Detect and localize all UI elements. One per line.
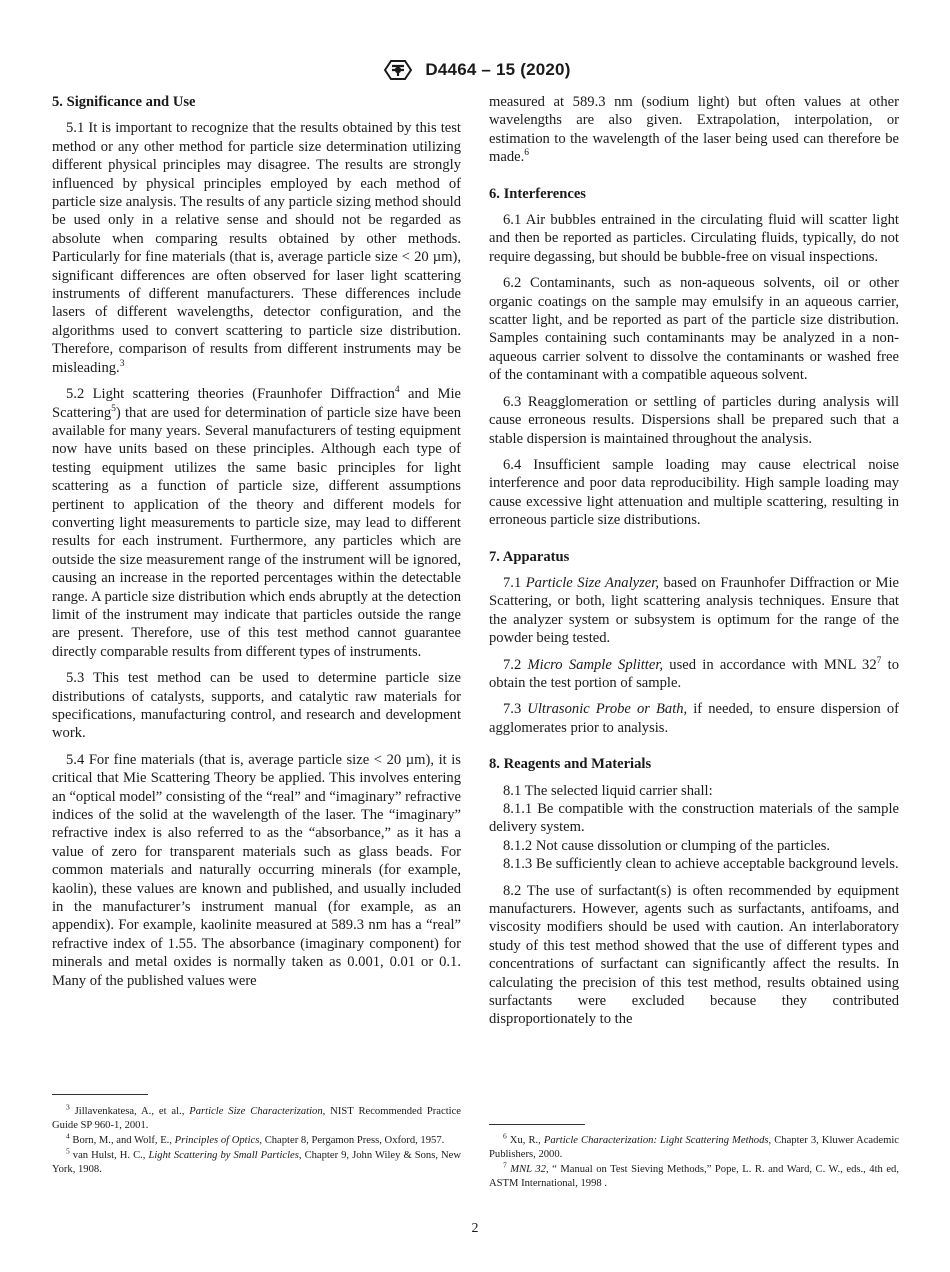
- paragraph-5-2-text-b: and Mie Scattering: [52, 386, 461, 421]
- footnote-6-title: Particle Characterization: Light Scattering Methods: [543, 1135, 769, 1146]
- paragraph-5-3: 5.3 This test method can be used to determine particle size distributions of catalysts, supports, and catalytic raw materials for specifications, manufacturing control, and research and development work.: [52, 670, 461, 742]
- footnote-5-number: 5: [66, 1146, 70, 1156]
- footnote-3-title: Particle Size Characterization: [189, 1106, 323, 1117]
- footnote-7-number: 7: [503, 1160, 507, 1170]
- paragraph-8-1-3: 8.1.3 Be sufficiently clean to achieve acceptable background levels.: [503, 856, 899, 873]
- footnote-6-details: , Chapter 3, Kluwer Academic Publishers, 2000.: [489, 1135, 899, 1160]
- paragraph-8-1-1: 8.1.1 Be compatible with the construction materials of the sample delivery system.: [489, 801, 899, 836]
- footnote-3-authors: Jillavenkatesa, A., et al.,: [69, 1106, 190, 1117]
- paragraph-5-4-continued-text: measured at 589.3 nm (sodium light) but often values at other wavelengths are also given. Extrapolation, interpolation, or estimation to the wavelength of the laser being used can therefore be made.: [489, 94, 899, 166]
- footnote-ref-4[interactable]: 4: [394, 385, 400, 396]
- paragraph-7-2-text: used in accordance with MNL 32: [663, 656, 877, 673]
- footnote-5-details: , Chapter 9, John Wiley & Sons, New York, 1908.: [52, 1150, 462, 1175]
- footnote-ref-6[interactable]: 6: [524, 148, 530, 159]
- footnote-3-number: 3: [66, 1102, 70, 1112]
- section-title-apparatus: 7. Apparatus: [489, 548, 570, 565]
- footnote-7-title: MNL 32: [510, 1164, 546, 1175]
- paragraph-6-2: 6.2 Contaminants, such as non-aqueous solvents, oil or other organic coatings on the sample may emulsify in an aqueous carrier, scatter light, and be reported as part of the particle size distribution. Samples containing such contaminants may be analyzed in a non-aqueous carrier solvent to dissolve the contaminants or washed free of the contaminant with a compatible aqueous solvent.: [489, 275, 899, 384]
- footnote-3-details: , NIST Recommended Practice Guide SP 960-1, 2001.: [52, 1106, 462, 1131]
- paragraph-5-2-text-c: ) that are used for determination of particle size have been available for many years. Several manufacturers of testing equipment now have units based on these principles. Although each type of testing equipment utilizes the same basic principles for light scattering as a function of particle size, different assumptions pertinent to application of the theory and different models for converting light measurements to particle size, may lead to different results for each instrument. Furthermore, any particles which are outside the size measurement range of the instrument will be ignored, causing an increase in the reported percentages within the detectable range. A particle size distribution which ends abruptly at the detection limit of the instrument may indicate that particles outside the range are present. Therefore, use of this test method cannot guarantee directly comparable results from different types of instruments.: [52, 404, 461, 660]
- paragraph-8-1: 8.1 The selected liquid carrier shall:: [503, 782, 713, 799]
- section-title-interferences: 6. Interferences: [489, 185, 586, 202]
- footnote-4-details: , Chapter 8, Pergamon Press, Oxford, 1957.: [259, 1135, 445, 1146]
- paragraph-6-4: 6.4 Insufficient sample loading may cause electrical noise interference and poor data reproducibility. High sample loading may cause excessive light attenuation and multiple scattering, resulting in erroneous particle size distributions.: [489, 456, 899, 529]
- paragraph-7-3-text: if needed, to ensure dispersion of agglomerates prior to analysis.: [489, 701, 899, 736]
- paragraph-5-2: [52, 385, 461, 661]
- paragraph-7-3-number: 7.3: [503, 701, 528, 718]
- paragraph-7-2-term: Micro Sample Splitter,: [527, 656, 664, 673]
- paragraph-8-2: 8.2 The use of surfactant(s) is often recommended by equipment manufacturers. However, agents such as surfactants, antifoams, and viscosity modifiers should be used with caution. An interlaboratory study of this test method showed that the use of different types and concentrations of surfactant can significantly affect the results. In calculating the precision of this test method, results obtained using surfactants were excluded because they contributed disproportionately to the: [489, 882, 899, 1028]
- paragraph-7-1-text: based on Fraunhofer Diffraction or Mie Scattering, or both, light scattering analysis techniques. Ensure that the analyzer system or subsystem is optimum for the range of the powder being tested.: [489, 574, 899, 647]
- footnote-4-number: 4: [66, 1131, 70, 1141]
- paragraph-7-1-term: Particle Size Analyzer,: [525, 574, 659, 591]
- footnote-4-authors: Born, M., and Wolf, E.,: [69, 1135, 175, 1146]
- paragraph-7-1-number: 7.1: [503, 574, 526, 591]
- right-column: [489, 93, 899, 1029]
- footnotes-left: [52, 1102, 462, 1178]
- footnote-5-authors: van Hulst, H. C.,: [69, 1150, 149, 1161]
- paragraph-7-1: [489, 574, 899, 648]
- paragraph-5-4: 5.4 For fine materials (that is, average particle size < 20 µm), it is critical that Mie Scattering Theory be applied. This involves entering an “optical model” consisting of the “real” and “imaginary” refractive indices of the solid at the wavelength of the laser. The “imaginary” refractive index is also referred to as the “absorbance,” as it has a value of zero for transparent materials such as glass beads. For common materials and naturally occurring minerals (for example, kaolin), these values are known and published, and usually included in the manufacturer’s instrument manual (for example, as an appendix). For example, kaolinite measured at 589.3 nm has a “real” refractive index of 1.55. The absorbance (imaginary component) for minerals and metal oxides is normally taken as 0.001, 0.01 or 0.1. Many of the published values were: [52, 751, 461, 989]
- footnote-7: [489, 1160, 899, 1191]
- paragraph-5-2-text-a: 5.2 Light scattering theories (Fraunhofer Diffraction: [66, 386, 395, 403]
- page-header: [0, 58, 950, 82]
- paragraph-7-2: [489, 656, 899, 693]
- footnote-3: [52, 1102, 462, 1133]
- footnote-7-details: , “ Manual on Test Sieving Methods,” Pope, L. R. and Ward, C. W., eds., 4th ed, ASTM International, 1998 .: [489, 1164, 899, 1189]
- footnote-6: [489, 1131, 899, 1162]
- footnote-6-authors: Xu, R.,: [506, 1135, 544, 1146]
- section-title-significance: 5. Significance and Use: [52, 94, 196, 110]
- paragraph-6-3: 6.3 Reagglomeration or settling of particles during analysis will cause erroneous results. Dispersions shall be prepared such that a stable dispersion is maintained throughout the analysis.: [489, 393, 899, 447]
- page-number: 2: [471, 1221, 479, 1236]
- paragraph-7-3: [489, 700, 899, 737]
- footnote-5: [52, 1146, 462, 1177]
- paragraph-8-1-2: 8.1.2 Not cause dissolution or clumping of the particles.: [503, 837, 831, 854]
- paragraph-5-1-text: 5.1 It is important to recognize that the results obtained by this test method or any other method for particle size determination utilizing different physical principles may disagree. The results are strongly influenced by physical principles employed by each method of particle size analysis. The results of any particle sizing method should be used only in a relative sense and should not be regarded as absolute when comparing results obtained by other methods. Particularly for fine materials (that is, average particle size < 20 µm), significant differences are often observed for laser light scattering instruments of different manufacturers. These differences include lasers of different wavelengths, detector configuration, and the algorithms used to convert scattering to particle size distribution. Therefore, comparison of results from different instruments may be misleading.: [52, 120, 461, 376]
- paragraph-5-4-continued: [489, 93, 899, 167]
- footnote-4-title: Principles of Optics: [174, 1135, 260, 1146]
- footnote-5-title: Light Scattering by Small Particles: [148, 1150, 299, 1161]
- left-column: [52, 93, 461, 990]
- section-title-reagents: 8. Reagents and Materials: [489, 756, 652, 773]
- paragraph-7-3-term: Ultrasonic Probe or Bath,: [527, 701, 688, 718]
- standard-designation: D4464 – 15 (2020): [425, 60, 571, 79]
- footnote-ref-7[interactable]: 7: [876, 655, 882, 666]
- paragraph-7-2-number: 7.2: [503, 656, 528, 673]
- footnotes-right: [489, 1131, 899, 1192]
- paragraph-6-1: 6.1 Air bubbles entrained in the circulating fluid will scatter light and then be reported as particles. Circulating fluids, typically, do not require degassing, but should be bubble-free on visual inspections.: [489, 212, 899, 265]
- footnote-ref-5[interactable]: 5: [111, 403, 116, 414]
- footnote-divider-right: [489, 1124, 585, 1125]
- astm-logo-icon: [379, 58, 417, 82]
- footnote-4: [52, 1131, 461, 1148]
- footnote-6-number: 6: [503, 1131, 507, 1141]
- footnote-divider-left: [52, 1094, 148, 1095]
- paragraph-5-1: [52, 119, 461, 377]
- paragraph-7-2-text-b: to obtain the test portion of sample.: [489, 656, 899, 691]
- footnote-ref-3[interactable]: 3: [119, 358, 125, 369]
